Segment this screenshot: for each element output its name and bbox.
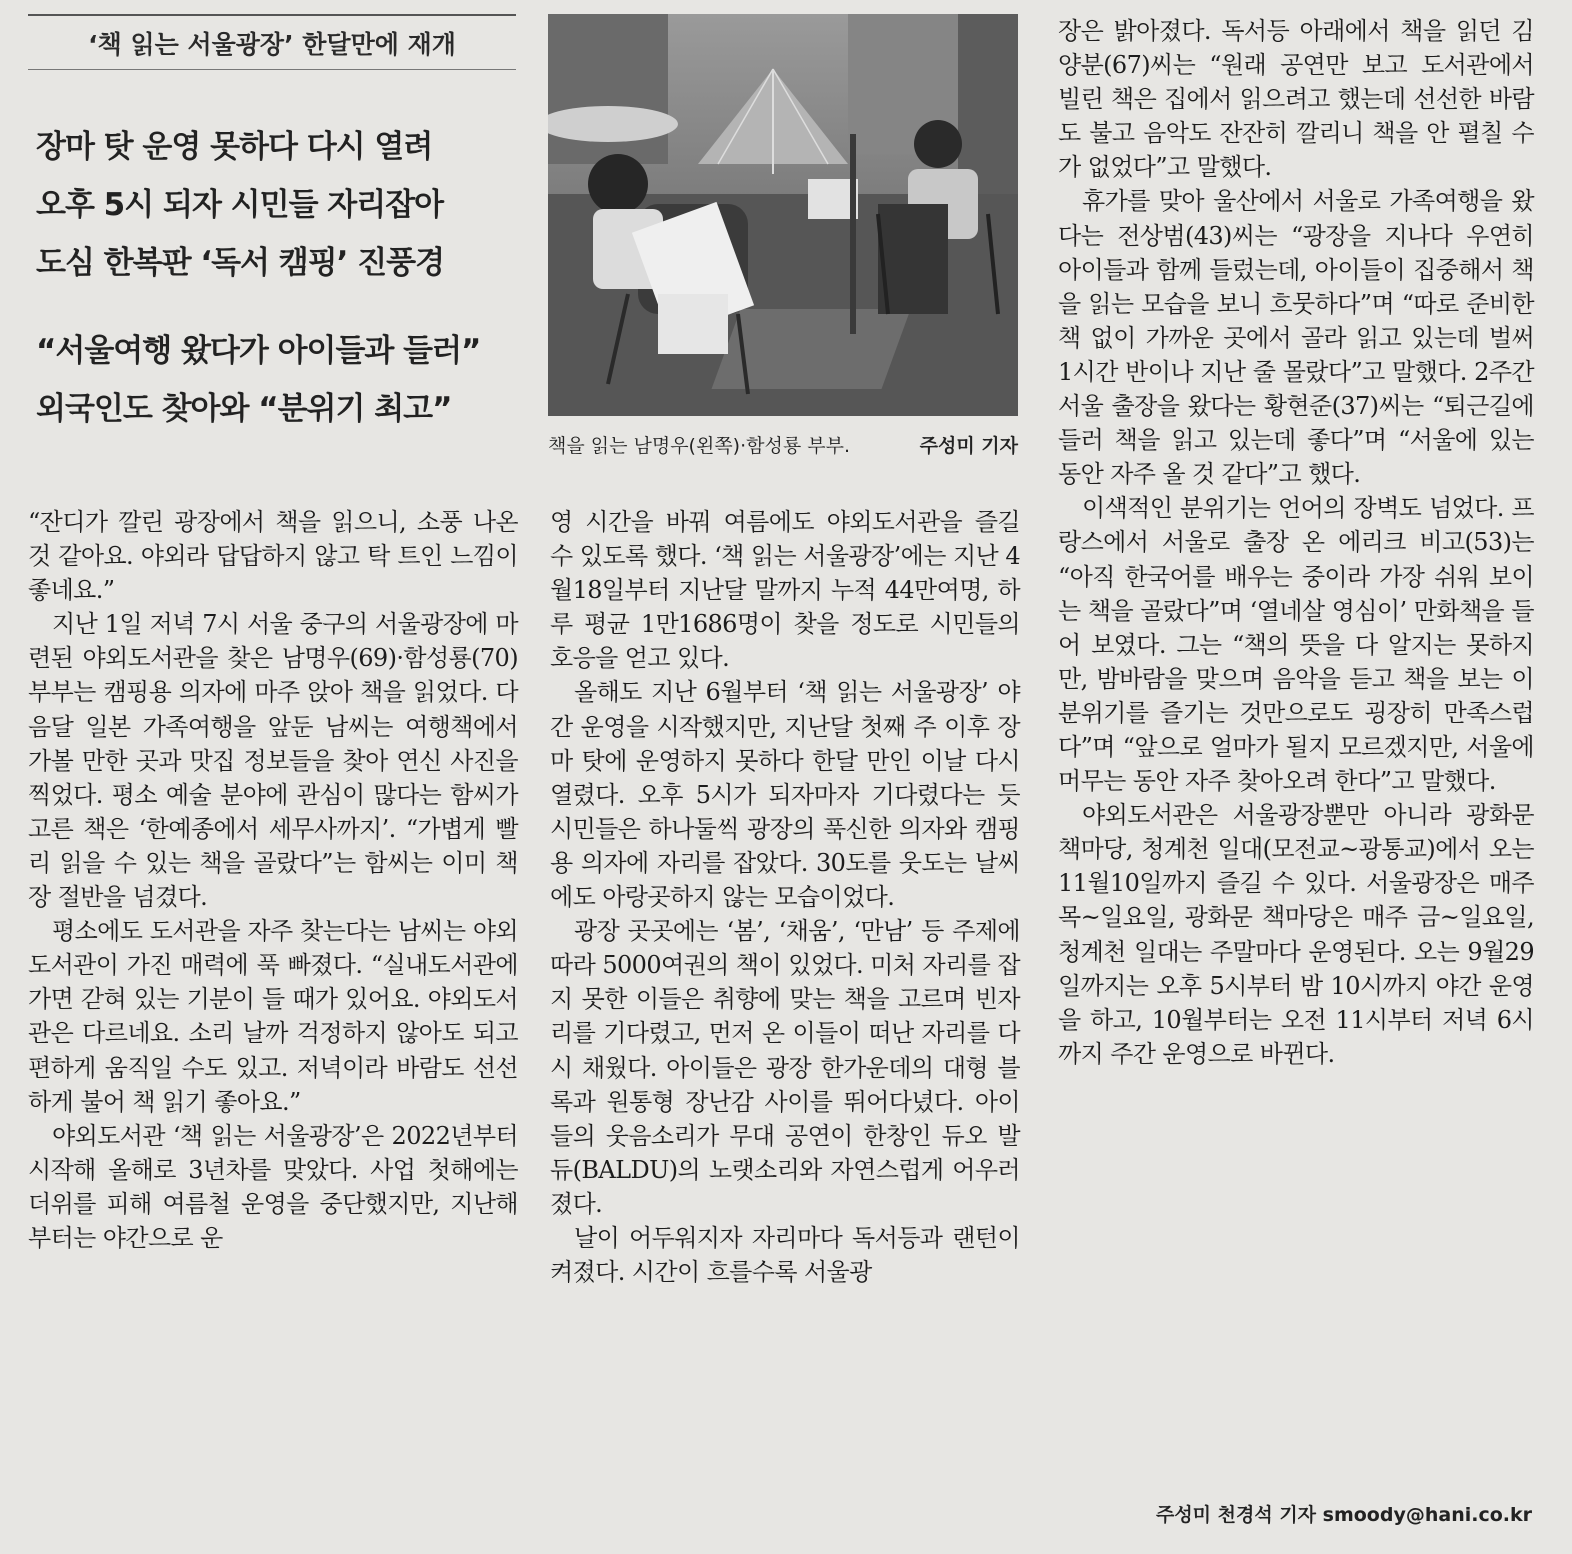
paragraph: 날이 어두워지자 자리마다 독서등과 랜턴이 켜졌다. 시간이 흐를수록 서울광	[550, 1223, 1020, 1287]
article-kicker: ‘책 읽는 서울광장’ 한달만에 재개	[28, 14, 516, 70]
paragraph: 야외도서관은 서울광장뿐만 아니라 광화문 책마당, 청계천 일대(모전교~광통교)에서 오는 11월10일까지 즐길 수 있다. 서울광장은 매주 목~일요일, 광화문 책마당은 매주 금~일요일, 청계천 일대는 주말마다 운영된다. 오는 9월29일까지는 오후 5시부터 밤 10시까지 야간 운영을 하고, 10월부터는 오전 11시부터 저녁 6시까지 주간 운영으로 바뀐다.	[1058, 801, 1534, 1068]
byline: 주성미 천경석 기자 smoody@hani.co.kr	[1155, 1504, 1532, 1526]
subhead-line: 외국인도 찾아와 “분위기 최고”	[36, 391, 452, 427]
paragraph: 지난 1일 저녁 7시 서울 중구의 서울광장에 마련된 야외도서관을 찾은 남명우(69)·함성룡(70) 부부는 캠핑용 의자에 마주 앉아 책을 읽었다. 다음달 일본 가족여행을 앞둔 남씨는 여행책에서 가볼 만한 곳과 맛집 정보들을 찾아 연신 사진을 찍었다. 평소 예술 분야에 관심이 많다는 함씨가 고른 책은 ‘한예종에서 세무사까지’. “가볍게 빨리 읽을 수 있는 책을 골랐다”는 함씨는 이미 책장 절반을 넘겼다.	[28, 610, 518, 912]
paragraph: 장은 밝아졌다. 독서등 아래에서 책을 읽던 김양분(67)씨는 “원래 공연만 보고 도서관에서 빌린 책은 집에서 읽으려고 했는데 선선한 바람도 불고 음악도 잔잔히 깔리니 책을 안 펼칠 수가 없었다”고 말했다.	[1058, 17, 1534, 182]
paragraph: 휴가를 맞아 울산에서 서울로 가족여행을 왔다는 전상범(43)씨는 “광장을 지나다 우연히 아이들과 함께 들렀는데, 아이들이 집중해서 책을 읽는 모습을 보니 흐뭇하다”며 “따로 준비한 책 없이 가까운 곳에서 골라 읽고 있는데 벌써 1시간 반이나 지난 줄 몰랐다”고 말했다. 2주간 서울 출장을 왔다는 황현준(37)씨는 “퇴근길에 들러 책을 읽고 있는데 좋다”며 “서울에 있는 동안 자주 올 것 같다”고 했다.	[1058, 187, 1534, 489]
photo-credit: 주성미 기자	[919, 434, 1018, 457]
paragraph: “잔디가 깔린 광장에서 책을 읽으니, 소풍 나온 것 같아요. 야외라 답답하지 않고 탁 트인 느낌이 좋네요.”	[28, 508, 518, 605]
article-column-3	[1058, 14, 1534, 1071]
article-photo	[548, 14, 1018, 416]
paragraph: 광장 곳곳에는 ‘봄’, ‘채움’, ‘만남’ 등 주제에 따라 5000여권의 책이 있었다. 미처 자리를 잡지 못한 이들은 취향에 맞는 책을 고르며 빈자리를 기다렸고, 먼저 온 이들이 떠난 자리를 다시 채웠다. 아이들은 광장 한가운데의 대형 블록과 원통형 장난감 사이를 뛰어다녔다. 아이들의 웃음소리가 무대 공연이 한창인 듀오 발듀(BALDU)의 노랫소리와 자연스럽게 어우러졌다.	[550, 917, 1020, 1218]
subhead-line: “서울여행 왔다가 아이들과 들러”	[36, 333, 481, 369]
paragraph: 영 시간을 바꿔 여름에도 야외도서관을 즐길 수 있도록 했다. ‘책 읽는 서울광장’에는 지난 4월18일부터 지난달 말까지 누적 44만여명, 하루 평균 1만1686명이 찾을 정도로 시민들의 호응을 얻고 있다.	[550, 508, 1020, 673]
subhead-line: 장마 탓 운영 못하다 다시 열려	[36, 129, 433, 165]
paragraph: 올해도 지난 6월부터 ‘책 읽는 서울광장’ 야간 운영을 시작했지만, 지난달 첫째 주 이후 장마 탓에 운영하지 못하다 한달 만인 이날 다시 열렸다. 오후 5시가 되자마자 기다렸다는 듯 시민들은 하나둘씩 광장의 푹신한 의자와 캠핑용 의자에 자리를 잡았다. 30도를 웃도는 날씨에도 아랑곳하지 않는 모습이었다.	[550, 678, 1020, 912]
paragraph: 야외도서관 ‘책 읽는 서울광장’은 2022년부터 시작해 올해로 3년차를 맞았다. 사업 첫해에는 더위를 피해 여름철 운영을 중단했지만, 지난해부터는 야간으로 운	[28, 1121, 518, 1252]
paragraph: 이색적인 분위기는 언어의 장벽도 넘었다. 프랑스에서 서울로 출장 온 에리크 비고(53)는 “아직 한국어를 배우는 중이라 가장 쉬워 보이는 책을 골랐다”며 ‘열네살 영심이’ 만화책을 들어 보였다. 그는 “책의 뜻을 다 알지는 못하지만, 밤바람을 맞으며 음악을 듣고 책을 보는 이 분위기를 즐기는 것만으로도 굉장히 만족스럽다”며 “앞으로 얼마가 될지 모르겠지만, 서울에 머무는 동안 자주 찾아오려 한다”고 말했다.	[1058, 494, 1534, 796]
article-column-1	[28, 505, 518, 1255]
subheads	[36, 118, 516, 438]
paragraph: 평소에도 도서관을 자주 찾는다는 남씨는 야외도서관이 가진 매력에 푹 빠졌다. “실내도서관에 가면 갇혀 있는 기분이 들 때가 있어요. 야외도서관은 다르네요. 소리 날까 걱정하지 않아도 되고 편하게 움직일 수도 있고. 저녁이라 바람도 선선하게 불어 책 읽기 좋아요.”	[28, 917, 518, 1116]
caption-text: 책을 읽는 남명우(왼쪽)·함성룡 부부.	[548, 434, 850, 457]
subhead-line: 오후 5시 되자 시민들 자리잡아	[36, 187, 444, 223]
subhead-line: 도심 한복판 ‘독서 캠핑’ 진풍경	[36, 245, 445, 281]
article-column-2	[550, 505, 1020, 1289]
photo-caption	[548, 424, 1018, 464]
